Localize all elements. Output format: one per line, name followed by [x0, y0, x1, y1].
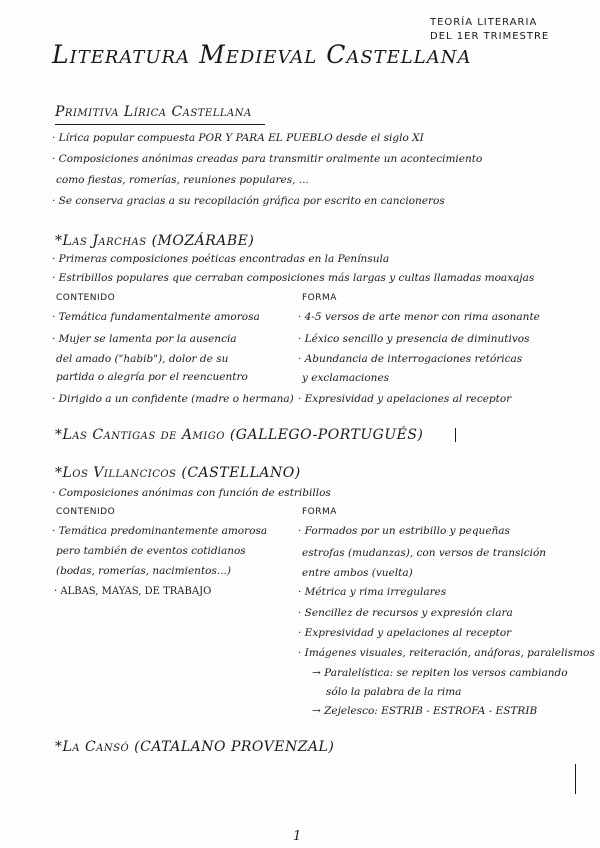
section-heading-primitiva: Primitiva Lírica Castellana — [55, 104, 252, 120]
text-line: · Se conserva gracias a su recopilación gráfica por escrito en cancioneros — [52, 195, 445, 207]
text-line: · Composiciones anónimas con función de estribillos — [52, 487, 331, 499]
contenido-line: · Temática predominantemente amorosa — [52, 525, 268, 537]
forma-line: · Expresividad y apelaciones al receptor — [298, 393, 512, 405]
forma-line: estrofas (mudanzas), con versos de transición — [302, 547, 547, 559]
section-heading-cantigas: *Las Cantigas de Amigo (GALLEGO-PORTUGUÉS) — [55, 427, 424, 443]
page-title: Literatura Medieval Castellana — [52, 40, 472, 69]
forma-line: y exclamaciones — [302, 372, 390, 384]
forma-line: → Zejelesco: ESTRIB - ESTROFA - ESTRIB — [312, 705, 538, 717]
forma-line: · 4-5 versos de arte menor con rima asonante — [298, 311, 540, 323]
margin-mark — [575, 764, 576, 794]
forma-line: → Paralelística: se repiten los versos cambiando — [312, 667, 568, 679]
forma-label: FORMA — [302, 293, 337, 303]
contenido-label: CONTENIDO — [56, 507, 116, 517]
forma-label: FORMA — [302, 507, 337, 517]
forma-line: · Léxico sencillo y presencia de diminutivos — [298, 333, 530, 345]
contenido-label: CONTENIDO — [56, 293, 116, 303]
forma-line: entre ambos (vuelta) — [302, 567, 413, 579]
forma-line: · Abundancia de interrogaciones retóricas — [298, 353, 523, 365]
contenido-line: partida o alegría por el reencuentro — [56, 371, 248, 383]
contenido-line: · Mujer se lamenta por la ausencia — [52, 333, 237, 345]
heading-underline — [55, 124, 265, 125]
course-label: TEORÍA LITERARIA — [430, 17, 538, 28]
section-heading-canso: *La Cansó (CATALANO PROVENZAL) — [55, 739, 335, 755]
margin-mark — [455, 428, 456, 442]
contenido-line: · ALBAS, MAYAS, DE TRABAJO — [54, 586, 212, 597]
forma-line: · Sencillez de recursos y expresión clara — [298, 607, 513, 619]
page-number: 1 — [293, 829, 302, 844]
contenido-line: · Dirigido a un confidente (madre o hermana) — [52, 393, 294, 405]
text-line: · Estribillos populares que cerraban composiciones más largas y cultas llamadas moaxajas — [52, 272, 535, 284]
text-line: · Lírica popular compuesta POR Y PARA EL PUEBLO desde el siglo XI — [52, 132, 424, 144]
contenido-line: pero también de eventos cotidianos — [56, 545, 246, 557]
contenido-line: (bodas, romerías, nacimientos...) — [56, 565, 231, 577]
text-line: como fiestas, romerías, reuniones populares, ... — [56, 174, 309, 186]
contenido-line: del amado ("habib"), dolor de su — [56, 353, 229, 365]
text-line: · Primeras composiciones poéticas encontradas en la Península — [52, 253, 390, 265]
contenido-line: · Temática fundamentalmente amorosa — [52, 311, 260, 323]
section-heading-jarchas: *Las Jarchas (MOZÁRABE) — [55, 233, 255, 249]
forma-line: sólo la palabra de la rima — [326, 686, 462, 698]
term-label: DEL 1ER TRIMESTRE — [430, 31, 550, 42]
forma-line: · Expresividad y apelaciones al receptor — [298, 627, 512, 639]
forma-line: · Métrica y rima irregulares — [298, 586, 447, 598]
forma-line: · Imágenes visuales, reiteración, anáforas, paralelismos — [298, 647, 595, 659]
section-heading-villancicos: *Los Villancicos (CASTELLANO) — [55, 465, 301, 481]
forma-line: · Formados por un estribillo y pequeñas — [298, 525, 510, 537]
text-line: · Composiciones anónimas creadas para transmitir oralmente un acontecimiento — [52, 153, 483, 165]
